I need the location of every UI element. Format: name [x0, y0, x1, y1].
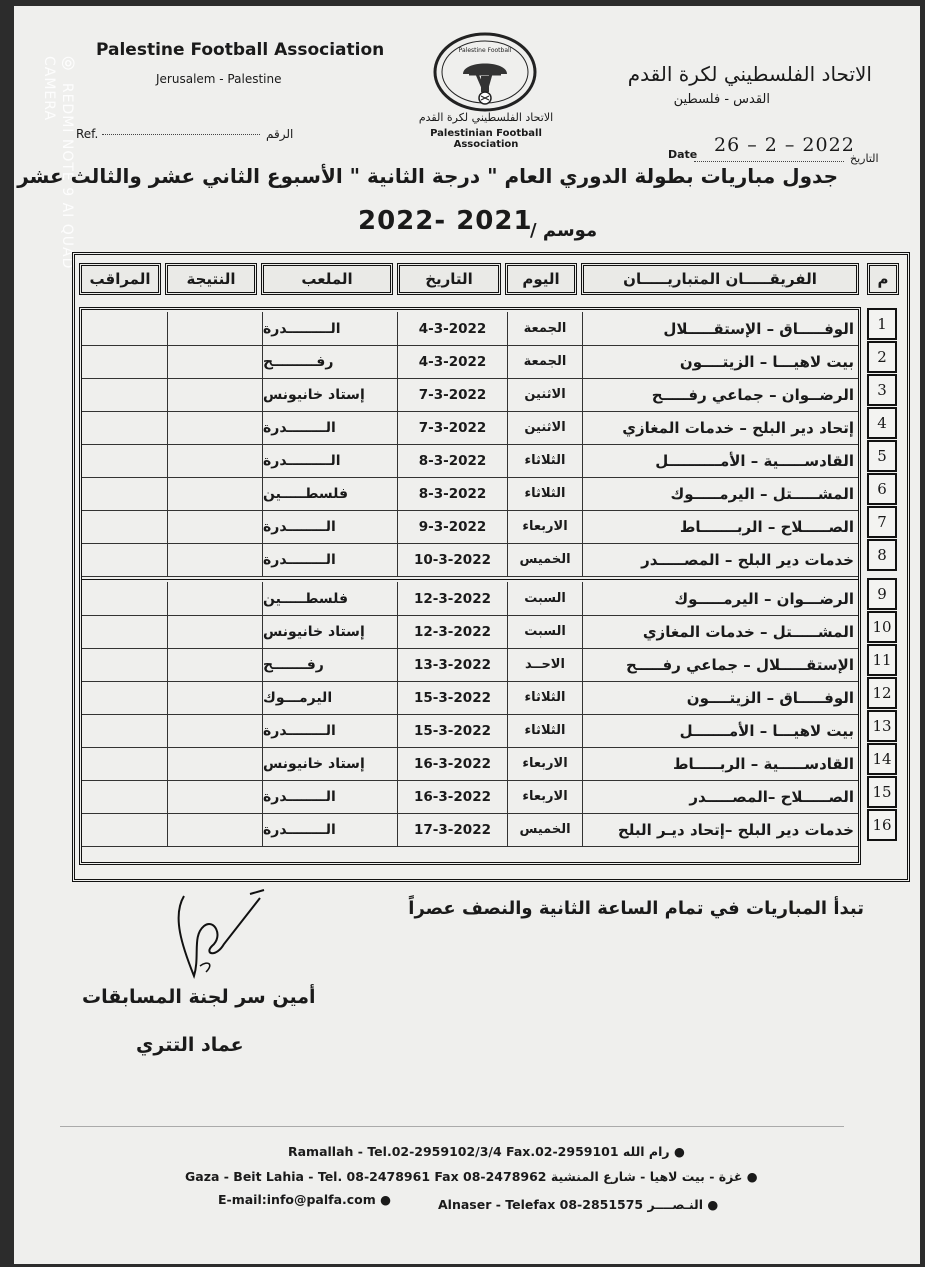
footer-gaza-en: Gaza - Beit Lahia - Tel. 08-2478961 Fax 08-2478962: [185, 1169, 547, 1184]
footer-email: [218, 1192, 391, 1207]
season-years: 2022- 2021: [358, 206, 533, 236]
table-row: [82, 582, 858, 616]
row-number: 4: [867, 407, 897, 439]
footer-alnaser-en: Alnaser - Telefax 08-2851575: [438, 1197, 644, 1212]
stadium-cell: الــــــــدرة: [262, 813, 397, 846]
stadium-cell: إستاد خانيونس: [262, 747, 397, 780]
row-number: 14: [867, 743, 897, 775]
header-day: اليوم: [505, 263, 577, 295]
org-city-en: Jerusalem - Palestine: [156, 72, 282, 86]
stadium-cell: الــــــــدرة: [262, 543, 397, 576]
date-cell: 13-3-2022: [397, 648, 507, 681]
stadium-cell: فلسطـــــين: [262, 582, 397, 615]
ref-label-ar: الرقم: [266, 127, 294, 141]
teams-cell: الإستقـــــلال – جماعي رفـــــح: [582, 648, 858, 681]
observer-cell: [82, 714, 167, 747]
svg-text:Palestine Football: Palestine Football: [458, 47, 512, 54]
teams-cell: بيت لاهيـــا – الأمـــــــل: [582, 714, 858, 747]
row-number: 10: [867, 611, 897, 643]
table-row: [82, 747, 858, 781]
day-cell: الاحــد: [507, 648, 582, 681]
schedule-heading: جدول مباريات بطولة الدوري العام " درجة الثانية " الأسبوع الثاني عشر والثالث عشر: [17, 164, 838, 188]
footer-alnaser-ar: النـصــــر: [647, 1197, 704, 1212]
observer-cell: [82, 582, 167, 615]
day-cell: الثلاثاء: [507, 681, 582, 714]
result-cell: [167, 747, 262, 780]
logo-caption-en: Palestinian Football Association: [430, 128, 542, 150]
bullet-icon: ●: [673, 1144, 685, 1159]
teams-cell: الرضـــوان – اليرمـــــوك: [582, 582, 858, 615]
day-cell: الجمعة: [507, 345, 582, 378]
day-cell: الخميس: [507, 543, 582, 576]
result-cell: [167, 582, 262, 615]
date-label-ar: التاريخ: [850, 152, 879, 165]
date-cell: 7-3-2022: [397, 378, 507, 411]
footer-gaza-ar: غزة - بيت لاهيا - شارع المنشية: [550, 1169, 743, 1184]
logo-caption-ar: الاتحاد الفلسطيني لكرة القدم: [418, 111, 554, 124]
footer-divider: [60, 1126, 844, 1127]
day-cell: الثلاثاء: [507, 444, 582, 477]
watermark-text: REDMI NOTE 9 AI QUAD CAMERA: [41, 56, 75, 270]
date-cell: 15-3-2022: [397, 714, 507, 747]
teams-cell: القادســـــية – الأمــــــــــل: [582, 444, 858, 477]
teams-cell: الوفـــــاق – الزيتــــون: [582, 681, 858, 714]
result-cell: [167, 615, 262, 648]
header-date: التاريخ: [397, 263, 501, 295]
teams-cell: الصـــــلاح – الربـــــــاط: [582, 510, 858, 543]
row-number: 2: [867, 341, 897, 373]
header-stadium: الملعب: [261, 263, 393, 295]
season-label: موسم /: [530, 220, 598, 241]
table-row: [82, 378, 858, 412]
day-cell: الثلاثاء: [507, 477, 582, 510]
stadium-cell: رفـــــــح: [262, 648, 397, 681]
row-number: 12: [867, 677, 897, 709]
table-row: [82, 648, 858, 682]
table-row: [82, 543, 858, 577]
table-row: [82, 813, 858, 847]
table-row: [82, 615, 858, 649]
signatory-title: أمين سر لجنة المسابقات: [82, 986, 316, 1008]
observer-cell: [82, 378, 167, 411]
day-cell: الخميس: [507, 813, 582, 846]
teams-cell: خدمات دير البلح –إتحاد ديـر البلح: [582, 813, 858, 846]
result-cell: [167, 444, 262, 477]
row-number: 1: [867, 308, 897, 340]
teams-cell: المشـــــتل – خدمات المغازي: [582, 615, 858, 648]
header-num: م: [867, 263, 899, 295]
stadium-cell: الــــــــدرة: [262, 411, 397, 444]
day-cell: الاربعاء: [507, 780, 582, 813]
date-cell: 8-3-2022: [397, 477, 507, 510]
result-cell: [167, 312, 262, 345]
observer-cell: [82, 444, 167, 477]
header-result: النتيجة: [165, 263, 257, 295]
table-row: [82, 345, 858, 379]
stadium-cell: إستاد خانيونس: [262, 615, 397, 648]
day-cell: السبت: [507, 582, 582, 615]
table-row: [82, 411, 858, 445]
table-row: [82, 780, 858, 814]
observer-cell: [82, 477, 167, 510]
footer-alnaser: [438, 1197, 718, 1212]
observer-cell: [82, 813, 167, 846]
observer-cell: [82, 648, 167, 681]
row-number-column: [867, 307, 899, 865]
observer-cell: [82, 747, 167, 780]
result-cell: [167, 510, 262, 543]
stadium-cell: رفـــــــــح: [262, 345, 397, 378]
date-cell: 8-3-2022: [397, 444, 507, 477]
row-number: 9: [867, 578, 897, 610]
document-page: [14, 6, 920, 1264]
stadium-cell: الــــــــدرة: [262, 510, 397, 543]
day-cell: السبت: [507, 615, 582, 648]
footer-gaza: [185, 1169, 758, 1184]
observer-cell: [82, 615, 167, 648]
day-cell: الاثنين: [507, 411, 582, 444]
result-cell: [167, 714, 262, 747]
result-cell: [167, 543, 262, 576]
observer-cell: [82, 780, 167, 813]
date-cell: 10-3-2022: [397, 543, 507, 576]
date-cell: 16-3-2022: [397, 747, 507, 780]
observer-cell: [82, 411, 167, 444]
row-number: 7: [867, 506, 897, 538]
date-cell: 4-3-2022: [397, 312, 507, 345]
table-row: [82, 510, 858, 544]
teams-cell: إتحاد دير البلح – خدمات المغازي: [582, 411, 858, 444]
document-date: 26 – 2 – 2022: [714, 134, 855, 156]
camera-dots-icon: ⦾: [57, 56, 78, 72]
result-cell: [167, 378, 262, 411]
observer-cell: [82, 543, 167, 576]
stadium-cell: فلسطـــــين: [262, 477, 397, 510]
ref-line: [102, 134, 260, 135]
stadium-cell: اليرمـــوك: [262, 681, 397, 714]
table-row: [82, 681, 858, 715]
header-observer: المراقب: [79, 263, 161, 295]
date-cell: 4-3-2022: [397, 345, 507, 378]
stadium-cell: الــــــــدرة: [262, 780, 397, 813]
date-cell: 12-3-2022: [397, 615, 507, 648]
footer-ramallah-ar: رام الله: [622, 1144, 670, 1159]
result-cell: [167, 477, 262, 510]
observer-cell: [82, 681, 167, 714]
day-cell: الاربعاء: [507, 510, 582, 543]
result-cell: [167, 813, 262, 846]
date-cell: 15-3-2022: [397, 681, 507, 714]
row-number: 11: [867, 644, 897, 676]
handwritten-signature: [164, 886, 274, 986]
teams-cell: الرضــوان – جماعي رفـــــح: [582, 378, 858, 411]
header-teams: الفريقـــــان المتباريـــــان: [581, 263, 859, 295]
teams-cell: الوفـــــاق – الإستقـــــلال: [582, 312, 858, 345]
date-cell: 12-3-2022: [397, 582, 507, 615]
start-time-note: تبدأ المباريات في تمام الساعة الثانية والنصف عصراً: [408, 898, 864, 919]
result-cell: [167, 411, 262, 444]
observer-cell: [82, 345, 167, 378]
row-number: 8: [867, 539, 897, 571]
table-row: [82, 477, 858, 511]
org-city-ar: القدس - فلسطين: [673, 92, 770, 107]
date-cell: 9-3-2022: [397, 510, 507, 543]
schedule-table: [72, 252, 910, 882]
signatory-name: عماد التتري: [136, 1034, 244, 1056]
observer-cell: [82, 312, 167, 345]
stadium-cell: الـــــــــدرة: [262, 444, 397, 477]
teams-cell: خدمات دير البلح – المصـــــدر: [582, 543, 858, 576]
stadium-cell: الـــــــــدرة: [262, 312, 397, 345]
footer-ramallah: [288, 1144, 685, 1159]
row-number: 5: [867, 440, 897, 472]
day-cell: الاثنين: [507, 378, 582, 411]
row-number: 13: [867, 710, 897, 742]
org-name-en: Palestine Football Association: [96, 40, 385, 60]
date-cell: 16-3-2022: [397, 780, 507, 813]
result-cell: [167, 780, 262, 813]
teams-cell: الصـــــلاح –المصـــــدر: [582, 780, 858, 813]
result-cell: [167, 345, 262, 378]
row-number: 16: [867, 809, 897, 841]
bullet-icon: ●: [707, 1197, 719, 1212]
row-number: 3: [867, 374, 897, 406]
teams-cell: بيت لاهيـــا – الزيتــــون: [582, 345, 858, 378]
day-cell: الجمعة: [507, 312, 582, 345]
observer-cell: [82, 510, 167, 543]
result-cell: [167, 681, 262, 714]
result-cell: [167, 648, 262, 681]
stadium-cell: الــــــــدرة: [262, 714, 397, 747]
org-name-ar: الاتحاد الفلسطيني لكرة القدم: [627, 62, 872, 86]
day-cell: الاربعاء: [507, 747, 582, 780]
bullet-icon: ●: [746, 1169, 758, 1184]
teams-cell: القادســـــية – الربـــــاط: [582, 747, 858, 780]
row-number: 15: [867, 776, 897, 808]
date-label-en: Date: [668, 148, 698, 161]
pfa-logo: [429, 30, 541, 120]
footer-email-text[interactable]: E-mail:info@palfa.com: [218, 1192, 376, 1207]
teams-cell: المشـــــتل – اليرمـــــوك: [582, 477, 858, 510]
date-cell: 7-3-2022: [397, 411, 507, 444]
date-line: [694, 161, 844, 162]
stadium-cell: إستاد خانيونس: [262, 378, 397, 411]
row-number: 6: [867, 473, 897, 505]
date-cell: 17-3-2022: [397, 813, 507, 846]
table-row: [82, 714, 858, 748]
footer-ramallah-en: Ramallah - Tel.02-2959102/3/4 Fax.02-2959101: [288, 1144, 619, 1159]
table-row: [82, 444, 858, 478]
day-cell: الثلاثاء: [507, 714, 582, 747]
table-row: [82, 312, 858, 346]
schedule-body: [79, 307, 861, 865]
bullet-icon: ●: [380, 1192, 392, 1207]
ref-label-en: Ref.: [76, 127, 99, 141]
